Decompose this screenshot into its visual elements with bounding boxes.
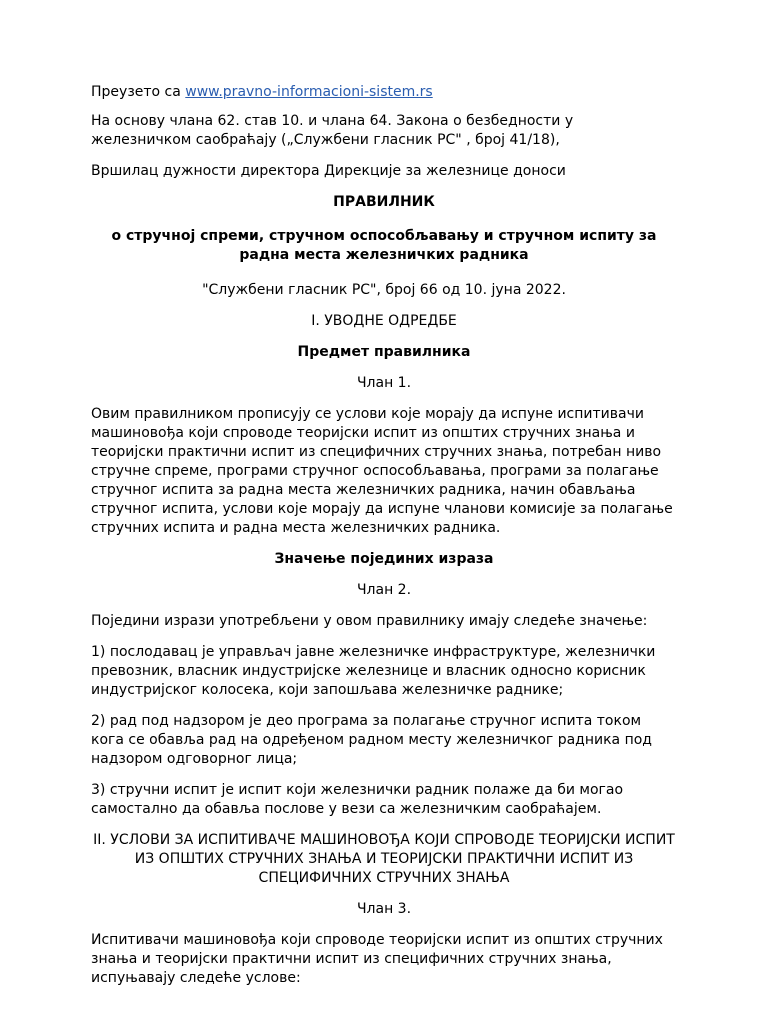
definition-item-2: 2) рад под надзором је део програма за полагање стручног испита током кога се обавља рад на одређеном радном месту железничког радника под надзором одговорног лица; bbox=[91, 713, 652, 767]
meaning-heading: Значење појединих израза bbox=[274, 551, 494, 567]
subject-heading: Предмет правилника bbox=[297, 344, 471, 360]
section-1-heading: I. УВОДНЕ ОДРЕДБЕ bbox=[311, 313, 457, 329]
article-3-label: Члан 3. bbox=[356, 901, 412, 917]
article-2-intro: Поједини изрази употребљени у овом правилнику имају следеће значење: bbox=[91, 613, 648, 629]
definition-item-3: 3) стручни испит је испит који железнички радник полаже да би могао самостално да обавља послове у вези са железничким саобраћајем. bbox=[91, 782, 624, 817]
article-2-label: Члан 2. bbox=[356, 582, 412, 598]
article-1-label: Члан 1. bbox=[356, 375, 412, 391]
article-1-text: Овим правилником прописују се услови које морају да испуне испитивачи машиновођа који спроводе теоријски испит из општих стручних знања и теоријски практични испит из специфичних стручних знања, потребан ниво стручне спреме, програми стручног оспособљавања, програми за полагање стручног испита за радна места железничких радника, начин обављања стручног испита, услови које морају да испуне чланови комисије за полагање стручних испита и радна места железничких радника. bbox=[91, 406, 673, 536]
document-title: ПРАВИЛНИК bbox=[333, 194, 435, 210]
definition-item-1: 1) послодавац је управљач јавне железничке инфраструктуре, железнички превозник, власник индустријске железнице и власник односно корисник индустријског колосека, који запошљава железничке раднике; bbox=[91, 644, 656, 698]
source-link[interactable]: www.pravno-informacioni-sistem.rs bbox=[185, 84, 433, 100]
source-prefix: Преузето са bbox=[91, 84, 186, 100]
document-page bbox=[91, 83, 677, 1000]
article-3-text: Испитивачи машиновођа који спроводе теоријски испит из општих стручних знања и теоријски практични испит из специфичних стручних знања, испуњавају следеће услове: bbox=[91, 932, 663, 986]
issuer-line: Вршилац дужности директора Дирекције за железнице доноси bbox=[91, 163, 566, 179]
document-subtitle: о стручној спреми, стручном оспособљавању и стручном испиту за радна места железничких радника bbox=[111, 228, 657, 263]
gazette-reference: "Службени гласник РС", број 66 од 10. јуна 2022. bbox=[202, 282, 566, 298]
section-2-heading: II. УСЛОВИ ЗА ИСПИТИВАЧЕ МАШИНОВОЂА КОЈИ СПРОВОДЕ ТЕОРИЈСКИ ИСПИТ ИЗ ОПШТИХ СТРУЧНИХ ЗНАЊА И ТЕОРИЈСКИ ПРАКТИЧНИ ИСПИТ ИЗ СПЕЦИФИЧНИХ СТРУЧНИХ ЗНАЊА bbox=[93, 832, 675, 886]
source-line bbox=[91, 83, 677, 102]
legal-basis: На основу члана 62. став 10. и члана 64. Закона о безбедности у железничком саобраћају („Службени гласник РС" , број 41/18), bbox=[91, 113, 574, 148]
